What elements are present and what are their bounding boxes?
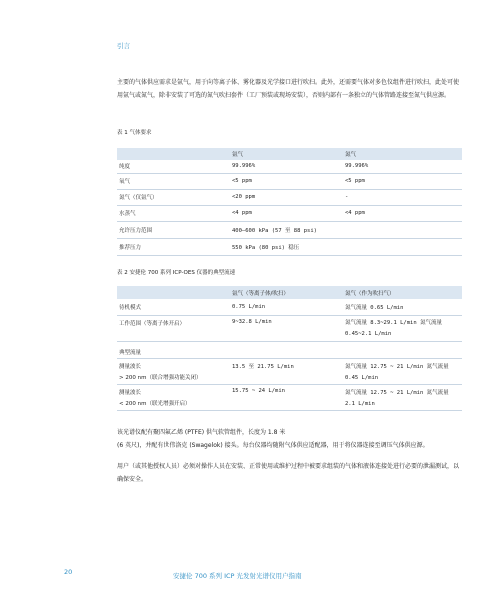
table-row bbox=[117, 173, 462, 189]
table-row bbox=[117, 299, 462, 315]
table2-caption: 表 2 安捷伦 700 系列 ICP-OES 仪器的典型流速 bbox=[117, 270, 236, 276]
row-label: 工作范围（等离子体开启） bbox=[117, 315, 230, 341]
argon-flow: 9~32.8 L/min bbox=[230, 315, 343, 341]
table-row bbox=[117, 189, 462, 205]
row-label: 待机模式 bbox=[117, 299, 230, 315]
typical-flow-label: 典型流量 bbox=[117, 346, 462, 359]
recommended-pressure-value: 550 kPa (80 psi) 稳压 bbox=[230, 238, 462, 255]
hose-paragraph-line1: 该光谱仪配有聚四氟乙烯 (PTFE) 供气软管组件，长度为 1.8 米 bbox=[117, 429, 286, 436]
footer-title: 安捷伦 700 系列 ICP 光发射光谱仪用户指南 bbox=[173, 572, 302, 580]
table2-header-row bbox=[117, 286, 462, 299]
table2-header-cell: 氮气（作为吹扫气） bbox=[343, 286, 462, 299]
table2-header-cell: 氩气（等离子体/吹扫） bbox=[230, 286, 343, 299]
intro-paragraph: 主要的气体供应需求是氩气，用于向等离子体、雾化器及光学接口进行吹扫。此外，还需要气体对多色仪组件进行吹扫，此处可使用氩气或氮气，除非安装了可选的氮气吹扫套件（工厂预装或现场安装），否则内部有一条独立的气体管路连接至氮气供应源。 bbox=[117, 79, 460, 99]
row-label: 推荐压力 bbox=[117, 238, 230, 255]
table-row bbox=[117, 315, 462, 341]
page-number: 20 bbox=[64, 568, 73, 576]
argon-flow: 0.75 L/min bbox=[230, 299, 343, 315]
nitrogen-flow: 氮气流量 12.75 ~ 21 L/min 氮气流量 0.45 L/min bbox=[343, 359, 462, 385]
nitrogen-value: <4 ppm bbox=[343, 205, 462, 221]
row-label: 氧气 bbox=[117, 173, 230, 189]
table-row bbox=[117, 205, 462, 221]
table1-caption: 表 1 气体要求 bbox=[117, 130, 152, 136]
row-label: 氮气（仅氩气） bbox=[117, 189, 230, 205]
table1-header-cell: 氩气 bbox=[230, 148, 343, 160]
argon-flow: 13.5 至 21.75 L/min bbox=[230, 359, 343, 385]
nitrogen-flow: 氮气流量 0.65 L/min bbox=[343, 299, 462, 315]
nitrogen-value: - bbox=[343, 189, 462, 205]
argon-value: 99.996% bbox=[230, 160, 343, 173]
argon-value: <5 ppm bbox=[230, 173, 343, 189]
row-label: 测量波长 < 200 nm（联光增强开启） bbox=[117, 385, 230, 411]
safety-paragraph: 用户（或其他授权人员）必须对操作人员在安装、正常使用或维护过程中被要求组装的气体和液体连接处进行必要的泄漏测试，以确保安全。 bbox=[117, 463, 460, 483]
pressure-range-value: 400–600 kPa (57 至 88 psi) bbox=[230, 221, 462, 238]
table-row bbox=[117, 385, 462, 411]
nitrogen-flow: 氮气流量 12.75 ~ 21 L/min 氮气流量 2.1 L/min bbox=[343, 385, 462, 411]
row-label: 纯度 bbox=[117, 160, 230, 173]
table1-header-row bbox=[117, 148, 462, 160]
table-row bbox=[117, 160, 462, 173]
nitrogen-value: <5 ppm bbox=[343, 173, 462, 189]
table-row bbox=[117, 359, 462, 385]
table-row bbox=[117, 221, 462, 238]
row-label: 测量波长 > 200 nm（联合增强功能关闭） bbox=[117, 359, 230, 385]
nitrogen-value: 99.996% bbox=[343, 160, 462, 173]
argon-value: <20 ppm bbox=[230, 189, 343, 205]
table2-header-cell bbox=[117, 286, 230, 299]
hose-paragraph-line2: (6 英尺)，并配有世伟洛克 (Swagelok) 接头。每台仪器均随附气体供应适配器，用于将仪器连接至调压气体供应源。 bbox=[117, 442, 429, 449]
row-label: 水蒸气 bbox=[117, 205, 230, 221]
argon-value: <4 ppm bbox=[230, 205, 343, 221]
gas-requirements-table bbox=[117, 148, 462, 256]
section-row bbox=[117, 346, 462, 359]
nitrogen-flow: 氮气流量 8.3~29.1 L/min 氮气流量 0.45~2.1 L/min bbox=[343, 315, 462, 341]
table1-header-cell: 氮气 bbox=[343, 148, 462, 160]
row-label: 允许压力范围 bbox=[117, 221, 230, 238]
flow-rate-table bbox=[117, 286, 462, 411]
argon-flow: 15.75 ~ 24 L/min bbox=[230, 385, 343, 411]
table-row bbox=[117, 238, 462, 255]
table1-header-cell bbox=[117, 148, 230, 160]
section-title: 引言 bbox=[117, 42, 130, 50]
